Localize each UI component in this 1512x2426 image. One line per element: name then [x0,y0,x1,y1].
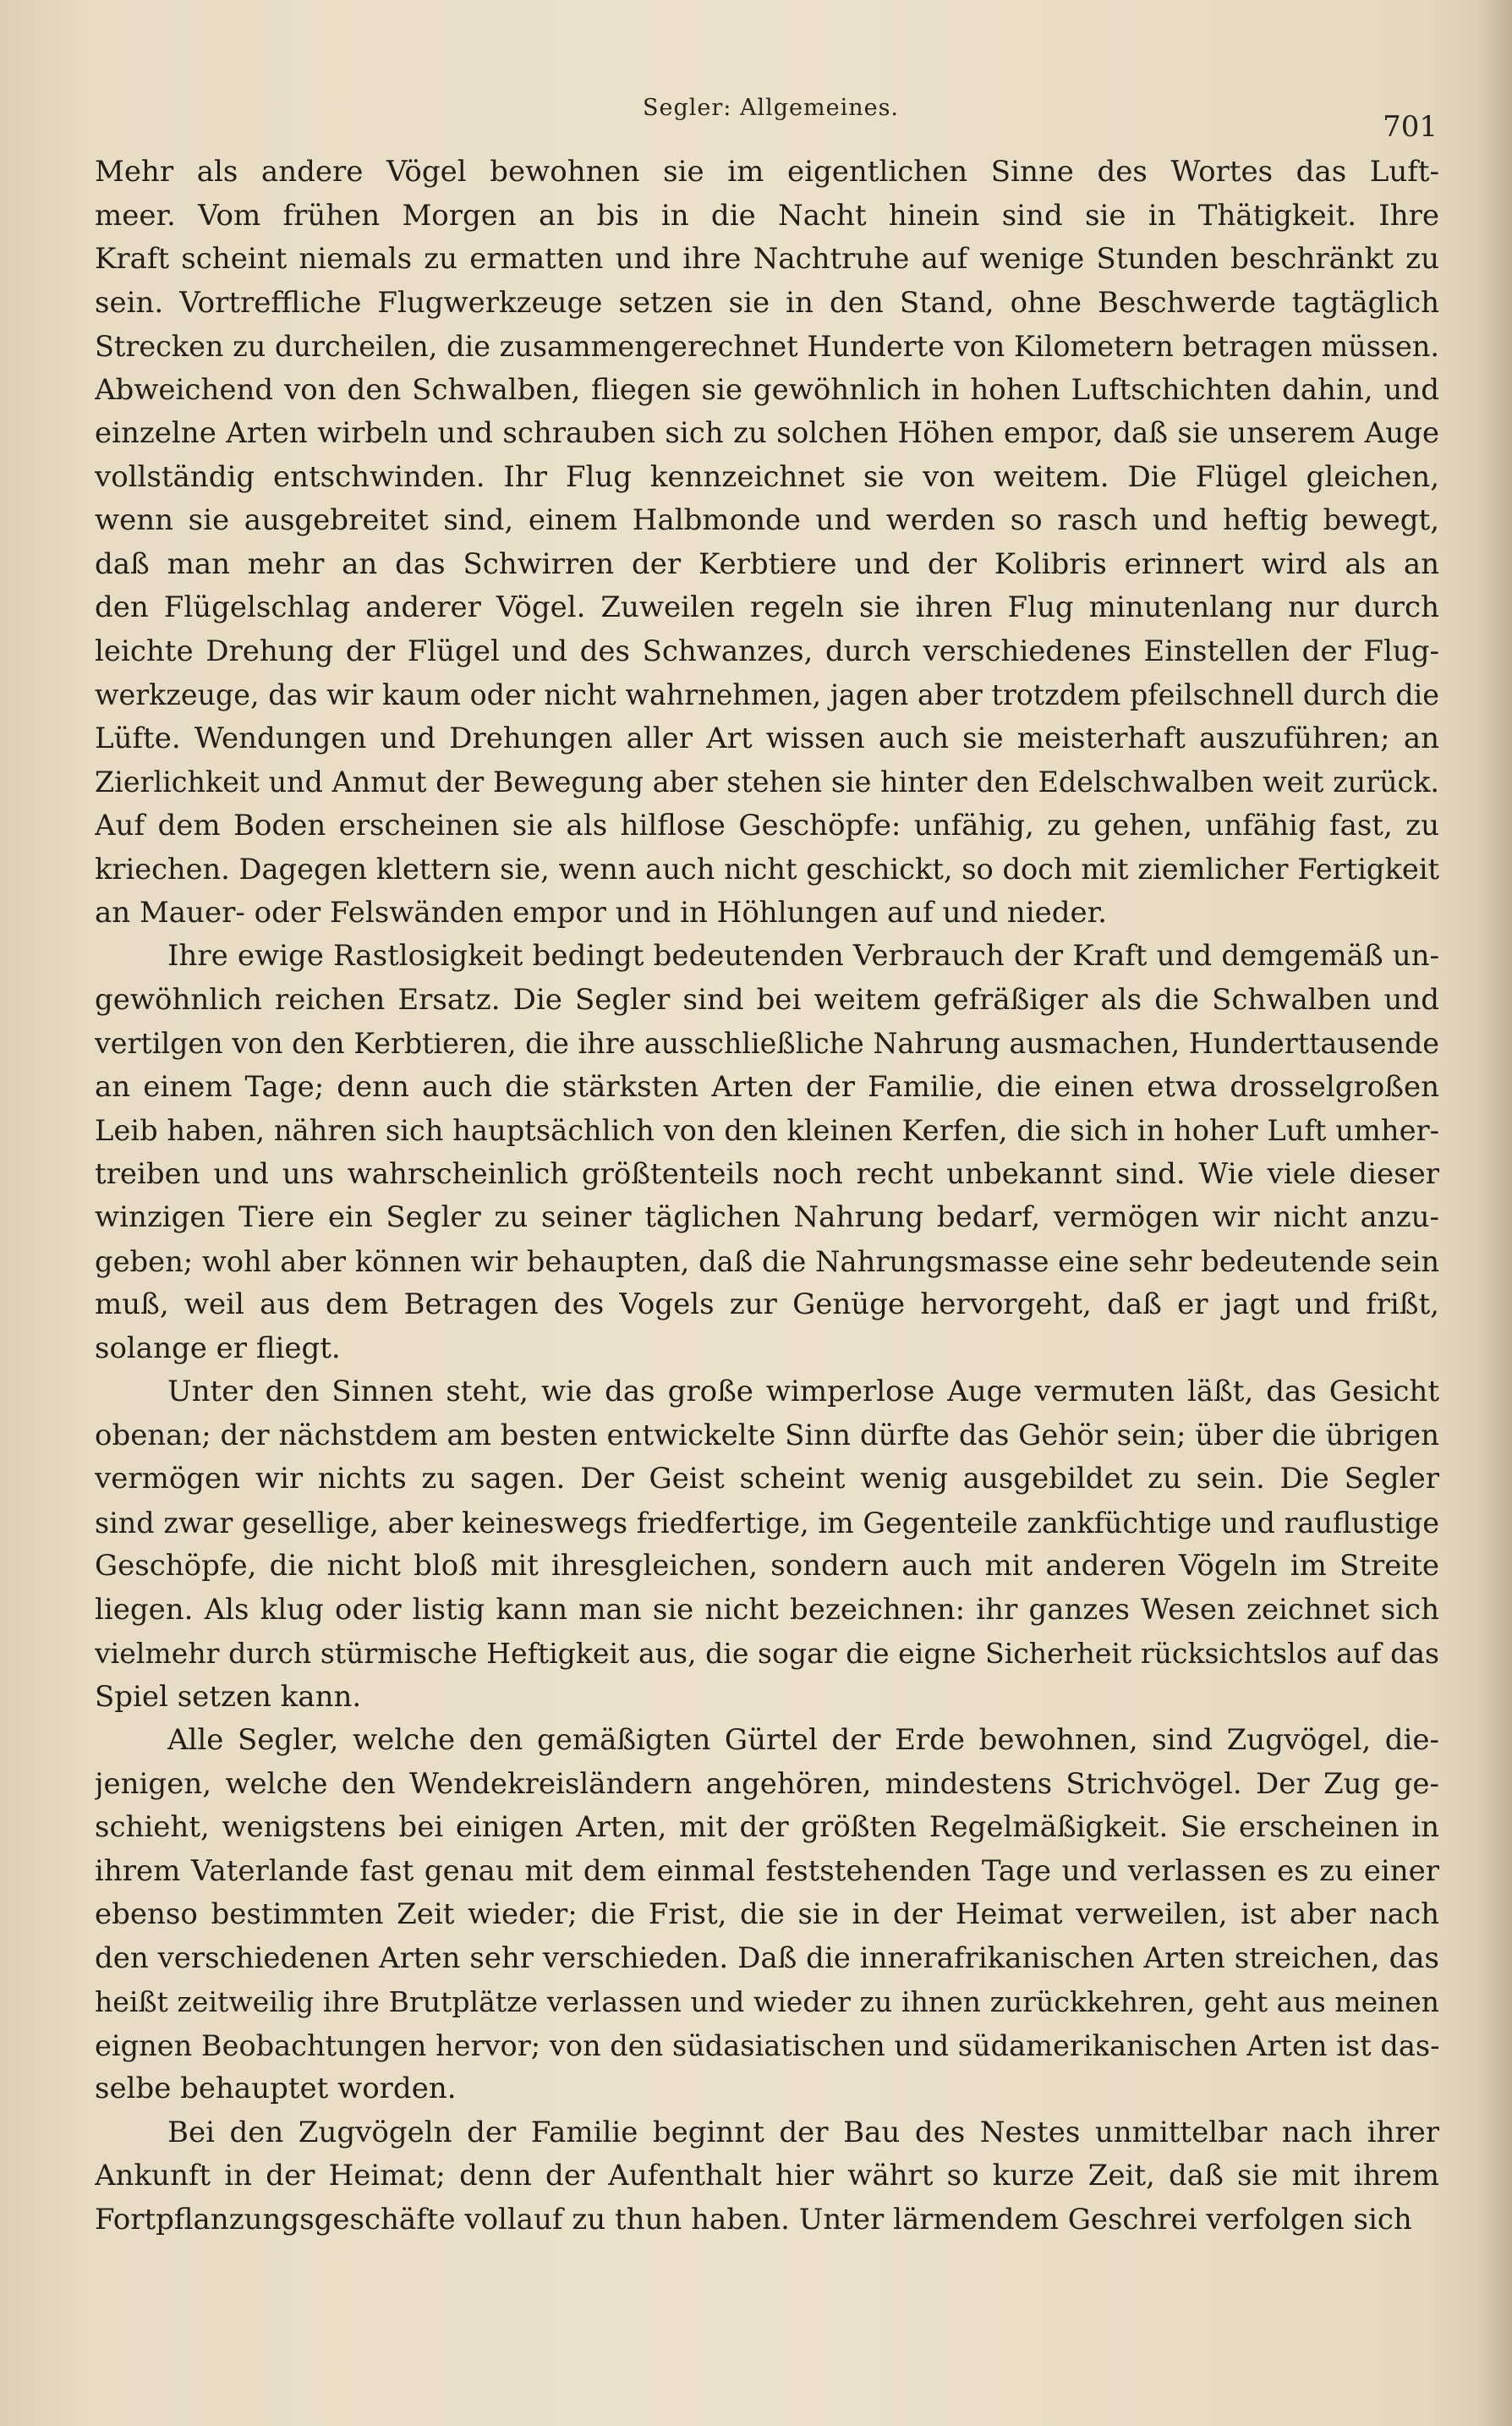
text-line: Abweichend von den Schwalben, fliegen sie gewöhnlich in hohen Luftschichten dahin, und [95,372,1439,407]
paragraph [95,935,1439,1370]
text-line: heißt zeitweilig ihre Brutplätze verlassen und wieder zu ihnen zurückkehren, geht aus meinen [95,1985,1439,2018]
page-number: 701 [1383,110,1438,144]
text-line: Kraft scheint niemals zu ermatten und ihre Nachtruhe auf wenige Stunden beschränkt zu [95,242,1439,276]
text-line: daß man mehr an das Schwirren der Kerbtiere und der Kolibris erinnert wird als an [95,546,1439,581]
paragraph [95,151,1439,935]
text-line: Bei den Zugvögeln der Familie beginnt der Bau des Nestes unmittelbar nach ihrer [167,2115,1439,2149]
text-line: vollständig entschwinden. Ihr Flug kennzeichnet sie von weitem. Die Flügel gleichen, [95,459,1439,494]
text-line: gewöhnlich reichen Ersatz. Die Segler sind bei weitem gefräßiger als die Schwalben und [95,982,1439,1017]
text-line: muß, weil aus dem Betragen des Vogels zur Genüge hervorgeht, daß er jagt und frißt, [95,1287,1439,1321]
text-line: vermögen wir nichts zu sagen. Der Geist scheint wenig ausgebildet zu sein. Die Segler [95,1462,1439,1496]
text-line: an Mauer- oder Felswänden empor und in Höhlungen auf und nieder. [95,895,1107,930]
text-line: Geschöpfe, die nicht bloß mit ihresgleichen, sondern auch mit anderen Vögeln im Streite [95,1549,1439,1583]
text-line: Ihre ewige Rastlosigkeit bedingt bedeutenden Verbrauch der Kraft und demgemäß un- [167,939,1439,973]
text-line: Fortpflanzungsgeschäfte vollauf zu thun haben. Unter lärmendem Geschrei verfolgen sich [95,2202,1412,2237]
text-line: Spiel setzen kann. [95,1679,362,1714]
text-line: selbe behauptet worden. [95,2072,457,2105]
text-line: Unter den Sinnen steht, wie das große wimperlose Auge vermuten läßt, das Gesicht [167,1375,1439,1408]
text-line: kriechen. Dagegen klettern sie, wenn auch nicht geschickt, so doch mit ziemlicher Fertigkeit [95,853,1439,886]
paragraph [95,1370,1439,1719]
text-line: obenan; der nächstdem am besten entwickelte Sinn dürfte das Gehör sein; über die übrigen [95,1418,1439,1452]
page-edge-shadow [1478,0,1512,2426]
text-line: ebenso bestimmten Zeit wieder; die Frist, die sie in der Heimat verweilen, ist aber nach [95,1897,1439,1931]
text-line: sind zwar gesellige, aber keineswegs friedfertige, im Gegenteile zankfüchtige und rauflustige [95,1506,1439,1540]
text-line: schieht, wenigstens bei einigen Arten, mit der größten Regelmäßigkeit. Sie erscheinen in [95,1810,1439,1844]
text-line: den Flügelschlag anderer Vögel. Zuweilen regeln sie ihren Flug minutenlang nur durch [95,590,1439,624]
text-line: Lüfte. Wendungen und Drehungen aller Art wissen auch sie meisterhaft auszuführen; an [95,721,1439,755]
text-line: Strecken zu durcheilen, die zusammengerechnet Hunderte von Kilometern betragen müssen. [95,330,1439,363]
text-line: wenn sie ausgebreitet sind, einem Halbmonde und werden so rasch und heftig bewegt, [95,503,1439,537]
text-line: meer. Vom frühen Morgen an bis in die Nacht hinein sind sie in Thätigkeit. Ihre [95,198,1439,233]
text-line: vertilgen von den Kerbtieren, die ihre ausschließliche Nahrung ausmachen, Hunderttausende [95,1027,1439,1060]
text-line: Auf dem Boden erscheinen sie als hilflose Geschöpfe: unfähig, zu gehen, unfähig fast, zu [95,808,1439,843]
text-line: treiben und uns wahrscheinlich größtenteils noch recht unbekannt sind. Wie viele dieser [95,1156,1439,1191]
text-line: den verschiedenen Arten sehr verschieden. Daß die innerafrikanischen Arten streichen, das [95,1940,1439,1975]
body-text [95,151,1439,2242]
text-line: winzigen Tiere ein Segler zu seiner täglichen Nahrung bedarf, vermögen wir nicht anzu- [95,1200,1439,1234]
text-line: geben; wohl aber können wir behaupten, daß die Nahrungsmasse eine sehr bedeutende sein [95,1244,1439,1278]
text-line: eignen Beobachtungen hervor; von den südasiatischen und südamerikanischen Arten ist das- [95,2028,1439,2062]
text-line: sein. Vortreffliche Flugwerkzeuge setzen sie in den Stand, ohne Beschwerde tagtäglich [95,285,1439,320]
paragraph [95,2111,1439,2242]
text-line: solange er fliegt. [95,1331,341,1365]
running-head: Segler: Allgemeines. [643,95,900,121]
text-line: jenigen, welche den Wendekreisländern angehören, mindestens Strichvögel. Der Zug ge- [95,1766,1439,1801]
text-line: Ankunft in der Heimat; denn der Aufenthalt hier währt so kurze Zeit, daß sie mit ihrem [95,2159,1439,2193]
text-line: Zierlichkeit und Anmut der Bewegung aber stehen sie hinter den Edelschwalben weit zurück. [95,766,1439,799]
text-line: leichte Drehung der Flügel und des Schwanzes, durch verschiedenes Einstellen der Flug- [95,634,1439,668]
text-line: Alle Segler, welche den gemäßigten Gürtel der Erde bewohnen, sind Zugvögel, die- [167,1723,1439,1757]
text-line: Leib haben, nähren sich hauptsächlich von den kleinen Kerfen, die sich in hoher Luft umher- [95,1114,1439,1147]
text-line: werkzeuge, das wir kaum oder nicht wahrnehmen, jagen aber trotzdem pfeilschnell durch die [95,678,1439,711]
paragraph [95,1719,1439,2111]
page-header [0,95,1512,144]
text-line: ihrem Vaterlande fast genau mit dem einmal feststehenden Tage und verlassen es zu einer [95,1853,1439,1888]
text-line: einzelne Arten wirbeln und schrauben sich zu solchen Höhen empor, daß sie unserem Auge [95,416,1439,450]
text-line: Mehr als andere Vögel bewohnen sie im eigentlichen Sinne des Wortes das Luft- [95,155,1439,189]
text-line: liegen. Als klug oder listig kann man sie nicht bezeichnen: ihr ganzes Wesen zeichnet sich [95,1592,1439,1627]
text-line: an einem Tage; denn auch die stärksten Arten der Familie, die einen etwa drosselgroßen [95,1069,1439,1104]
text-line: vielmehr durch stürmische Heftigkeit aus, die sogar die eigne Sicherheit rücksichtslos auf das [95,1637,1439,1670]
